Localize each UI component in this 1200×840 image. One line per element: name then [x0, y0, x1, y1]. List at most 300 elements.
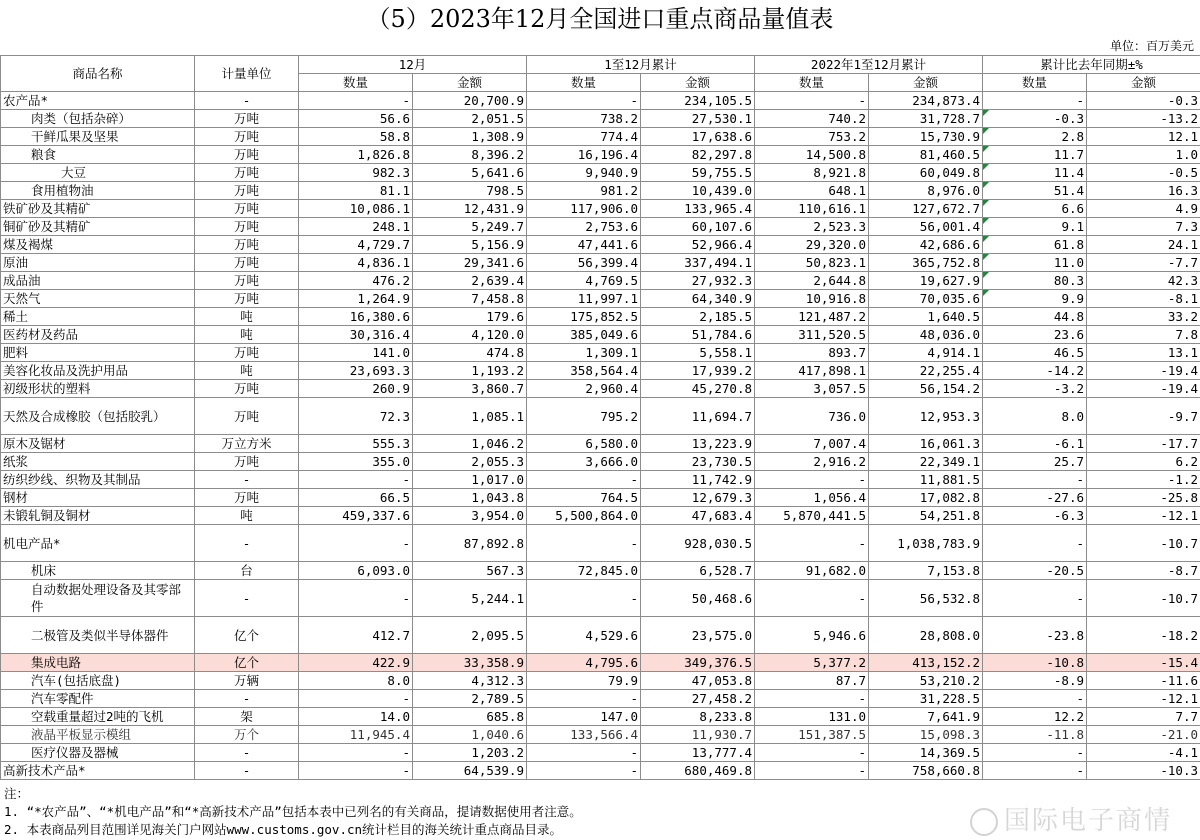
- value-cell: -18.2: [1087, 617, 1200, 654]
- measure-unit: -: [195, 525, 299, 562]
- value-cell: 1,056.4: [755, 489, 869, 507]
- table-row: [1, 435, 1200, 453]
- value-cell: 764.5: [527, 489, 641, 507]
- value-cell: 87,892.8: [413, 525, 527, 562]
- value-cell: 11,997.1: [527, 290, 641, 308]
- col-header-unit: 计量单位: [195, 56, 299, 92]
- measure-unit: -: [195, 580, 299, 617]
- value-cell: 14.0: [299, 708, 413, 726]
- value-cell: 2,523.3: [755, 218, 869, 236]
- value-cell: -: [299, 92, 413, 110]
- col-sub-header: 数量: [755, 74, 869, 92]
- product-name: 纸浆: [1, 453, 195, 471]
- value-cell: -14.2: [983, 362, 1087, 380]
- value-cell: 51,784.6: [641, 326, 755, 344]
- value-cell: -21.0: [1087, 726, 1200, 744]
- note-item: 1. “*农产品”、“*机电产品”和“*高新技术产品”包括本表中已列名的有关商品，提请数据使用者注意。: [4, 804, 582, 819]
- value-cell: 8,976.0: [869, 182, 983, 200]
- value-cell: 798.5: [413, 182, 527, 200]
- value-cell: 23,575.0: [641, 617, 755, 654]
- value-cell: 47,441.6: [527, 236, 641, 254]
- value-cell: -17.7: [1087, 435, 1200, 453]
- product-name: 空载重量超过2吨的飞机: [1, 708, 195, 726]
- value-cell: 4,836.1: [299, 254, 413, 272]
- product-name: 集成电路: [1, 654, 195, 672]
- value-cell: 50,823.1: [755, 254, 869, 272]
- value-cell: -: [983, 690, 1087, 708]
- table-row: [1, 92, 1200, 110]
- notes: [4, 785, 582, 839]
- value-cell: 70,035.6: [869, 290, 983, 308]
- value-cell: 22,349.1: [869, 453, 983, 471]
- value-cell: 349,376.5: [641, 654, 755, 672]
- table-row: [1, 507, 1200, 525]
- value-cell: 141.0: [299, 344, 413, 362]
- value-cell: 5,244.1: [413, 580, 527, 617]
- value-cell: 7,153.8: [869, 562, 983, 580]
- value-cell: 4,120.0: [413, 326, 527, 344]
- value-cell: -6.3: [983, 507, 1087, 525]
- watermark: [970, 800, 1172, 837]
- value-cell: -25.8: [1087, 489, 1200, 507]
- product-name: 铁矿砂及其精矿: [1, 200, 195, 218]
- value-cell: 5,377.2: [755, 654, 869, 672]
- value-cell: 46.5: [983, 344, 1087, 362]
- value-cell: 31,728.7: [869, 110, 983, 128]
- value-cell: 44.8: [983, 308, 1087, 326]
- value-cell: -: [755, 471, 869, 489]
- value-cell: -4.1: [1087, 744, 1200, 762]
- product-name: 肥料: [1, 344, 195, 362]
- value-cell: 20,700.9: [413, 92, 527, 110]
- col-group-yoy: 累计比去年同期±%: [983, 56, 1200, 74]
- value-cell: 2,639.4: [413, 272, 527, 290]
- value-cell: 412.7: [299, 617, 413, 654]
- table-row: [1, 236, 1200, 254]
- value-cell: -: [983, 762, 1087, 780]
- value-cell: 5,946.6: [755, 617, 869, 654]
- watermark-logo-icon: [970, 808, 998, 836]
- value-cell: 5,870,441.5: [755, 507, 869, 525]
- value-cell: -8.7: [1087, 562, 1200, 580]
- product-name: 天然及合成橡胶（包括胶乳）: [1, 398, 195, 435]
- value-cell: -: [983, 92, 1087, 110]
- table-row: [1, 218, 1200, 236]
- measure-unit: -: [195, 92, 299, 110]
- value-cell: 31,228.5: [869, 690, 983, 708]
- product-name: 天然气: [1, 290, 195, 308]
- value-cell: -10.8: [983, 654, 1087, 672]
- value-cell: -: [299, 471, 413, 489]
- product-name: 粮食: [1, 146, 195, 164]
- value-cell: 413,152.2: [869, 654, 983, 672]
- value-cell: 9.9: [983, 290, 1087, 308]
- value-cell: 4,914.1: [869, 344, 983, 362]
- product-name: 纺织纱线、织物及其制品: [1, 471, 195, 489]
- value-cell: 15,730.9: [869, 128, 983, 146]
- measure-unit: 万吨: [195, 489, 299, 507]
- value-cell: 117,906.0: [527, 200, 641, 218]
- value-cell: 11,881.5: [869, 471, 983, 489]
- value-cell: 260.9: [299, 380, 413, 398]
- value-cell: 248.1: [299, 218, 413, 236]
- value-cell: 11.7: [983, 146, 1087, 164]
- value-cell: 13.1: [1087, 344, 1200, 362]
- value-cell: -: [983, 471, 1087, 489]
- value-cell: 64,340.9: [641, 290, 755, 308]
- value-cell: -20.5: [983, 562, 1087, 580]
- value-cell: 1,308.9: [413, 128, 527, 146]
- value-cell: -: [755, 762, 869, 780]
- value-cell: 774.4: [527, 128, 641, 146]
- value-cell: 758,660.8: [869, 762, 983, 780]
- value-cell: 7.7: [1087, 708, 1200, 726]
- value-cell: 3,666.0: [527, 453, 641, 471]
- value-cell: 1,040.6: [413, 726, 527, 744]
- value-cell: 53,210.2: [869, 672, 983, 690]
- product-name: 钢材: [1, 489, 195, 507]
- value-cell: 5,558.1: [641, 344, 755, 362]
- measure-unit: 万吨: [195, 272, 299, 290]
- value-cell: 16,380.6: [299, 308, 413, 326]
- value-cell: -: [299, 580, 413, 617]
- value-cell: 6,580.0: [527, 435, 641, 453]
- value-cell: 417,898.1: [755, 362, 869, 380]
- table-row: [1, 562, 1200, 580]
- value-cell: -: [527, 471, 641, 489]
- value-cell: 7,458.8: [413, 290, 527, 308]
- value-cell: 56,154.2: [869, 380, 983, 398]
- col-sub-header: 数量: [527, 74, 641, 92]
- watermark-text: 国际电子商情: [1003, 806, 1172, 836]
- value-cell: -9.7: [1087, 398, 1200, 435]
- value-cell: -: [299, 762, 413, 780]
- col-sub-header: 金额: [641, 74, 755, 92]
- measure-unit: 吨: [195, 362, 299, 380]
- page-title: （5）2023年12月全国进口重点商品量值表: [366, 5, 834, 33]
- col-sub-header: 数量: [299, 74, 413, 92]
- value-cell: -15.4: [1087, 654, 1200, 672]
- value-cell: 1,826.8: [299, 146, 413, 164]
- value-cell: 6.2: [1087, 453, 1200, 471]
- value-cell: 1,038,783.9: [869, 525, 983, 562]
- value-cell: 422.9: [299, 654, 413, 672]
- col-group-prev-ytd: 2022年1至12月累计: [755, 56, 983, 74]
- value-cell: 27,530.1: [641, 110, 755, 128]
- value-cell: 474.8: [413, 344, 527, 362]
- value-cell: -: [299, 744, 413, 762]
- measure-unit: 万吨: [195, 236, 299, 254]
- table-row: [1, 110, 1200, 128]
- measure-unit: 吨: [195, 507, 299, 525]
- value-cell: -: [755, 525, 869, 562]
- value-cell: 16,196.4: [527, 146, 641, 164]
- col-group-month: 12月: [299, 56, 527, 74]
- value-cell: 60,049.8: [869, 164, 983, 182]
- value-cell: 738.2: [527, 110, 641, 128]
- value-cell: 80.3: [983, 272, 1087, 290]
- value-cell: 2,055.3: [413, 453, 527, 471]
- value-cell: 11,694.7: [641, 398, 755, 435]
- value-cell: 358,564.4: [527, 362, 641, 380]
- product-name: 原油: [1, 254, 195, 272]
- value-cell: 13,223.9: [641, 435, 755, 453]
- measure-unit: 吨: [195, 326, 299, 344]
- value-cell: 64,539.9: [413, 762, 527, 780]
- col-header-name: 商品名称: [1, 56, 195, 92]
- value-cell: 56,532.8: [869, 580, 983, 617]
- value-cell: 47,683.4: [641, 507, 755, 525]
- value-cell: -: [527, 580, 641, 617]
- value-cell: 1.0: [1087, 146, 1200, 164]
- value-cell: 13,777.4: [641, 744, 755, 762]
- product-name: 干鲜瓜果及坚果: [1, 128, 195, 146]
- value-cell: 30,316.4: [299, 326, 413, 344]
- value-cell: 5,249.7: [413, 218, 527, 236]
- table-row: [1, 146, 1200, 164]
- value-cell: 7.3: [1087, 218, 1200, 236]
- value-cell: -13.2: [1087, 110, 1200, 128]
- value-cell: 11,930.7: [641, 726, 755, 744]
- product-name: 原木及锯材: [1, 435, 195, 453]
- value-cell: 175,852.5: [527, 308, 641, 326]
- product-name: 铜矿砂及其精矿: [1, 218, 195, 236]
- value-cell: 12.2: [983, 708, 1087, 726]
- table-row: [1, 254, 1200, 272]
- product-name: 机电产品*: [1, 525, 195, 562]
- value-cell: 179.6: [413, 308, 527, 326]
- product-name: 液晶平板显示模组: [1, 726, 195, 744]
- value-cell: -: [527, 92, 641, 110]
- notes-heading: 注：: [4, 786, 30, 801]
- value-cell: 2,185.5: [641, 308, 755, 326]
- value-cell: 234,105.5: [641, 92, 755, 110]
- value-cell: 51.4: [983, 182, 1087, 200]
- value-cell: -8.9: [983, 672, 1087, 690]
- value-cell: 151,387.5: [755, 726, 869, 744]
- measure-unit: 亿个: [195, 654, 299, 672]
- value-cell: 91,682.0: [755, 562, 869, 580]
- value-cell: -0.3: [983, 110, 1087, 128]
- product-name: 美容化妆品及洗护用品: [1, 362, 195, 380]
- value-cell: 1,640.5: [869, 308, 983, 326]
- measure-unit: -: [195, 690, 299, 708]
- value-cell: 3,860.7: [413, 380, 527, 398]
- measure-unit: 万吨: [195, 380, 299, 398]
- value-cell: 12,431.9: [413, 200, 527, 218]
- value-cell: 4.9: [1087, 200, 1200, 218]
- table-row: [1, 489, 1200, 507]
- value-cell: 2.8: [983, 128, 1087, 146]
- value-cell: 33.2: [1087, 308, 1200, 326]
- value-cell: 2,789.5: [413, 690, 527, 708]
- value-cell: 680,469.8: [641, 762, 755, 780]
- table-row: [1, 128, 1200, 146]
- product-name: 农产品*: [1, 92, 195, 110]
- table-row: [1, 344, 1200, 362]
- table-row: [1, 617, 1200, 654]
- value-cell: 8,396.2: [413, 146, 527, 164]
- value-cell: -3.2: [983, 380, 1087, 398]
- value-cell: -0.5: [1087, 164, 1200, 182]
- value-cell: 2,095.5: [413, 617, 527, 654]
- col-group-ytd: 1至12月累计: [527, 56, 755, 74]
- measure-unit: 亿个: [195, 617, 299, 654]
- table-header: [1, 56, 1200, 92]
- value-cell: -8.1: [1087, 290, 1200, 308]
- value-cell: -: [983, 525, 1087, 562]
- value-cell: 81.1: [299, 182, 413, 200]
- table-row: [1, 398, 1200, 435]
- product-name: 肉类（包括杂碎）: [1, 110, 195, 128]
- value-cell: -12.1: [1087, 507, 1200, 525]
- value-cell: 17,082.8: [869, 489, 983, 507]
- value-cell: 48,036.0: [869, 326, 983, 344]
- value-cell: -: [527, 525, 641, 562]
- value-cell: 1,193.2: [413, 362, 527, 380]
- measure-unit: 万吨: [195, 453, 299, 471]
- value-cell: 6,528.7: [641, 562, 755, 580]
- measure-unit: -: [195, 744, 299, 762]
- value-cell: 476.2: [299, 272, 413, 290]
- value-cell: 25.7: [983, 453, 1087, 471]
- value-cell: 23.6: [983, 326, 1087, 344]
- table-row: [1, 762, 1200, 780]
- value-cell: -19.4: [1087, 362, 1200, 380]
- value-cell: -6.1: [983, 435, 1087, 453]
- value-cell: 555.3: [299, 435, 413, 453]
- value-cell: 795.2: [527, 398, 641, 435]
- value-cell: 11,742.9: [641, 471, 755, 489]
- table-row: [1, 380, 1200, 398]
- value-cell: 16.3: [1087, 182, 1200, 200]
- product-name: 汽车(包括底盘): [1, 672, 195, 690]
- value-cell: 3,057.5: [755, 380, 869, 398]
- table-row: [1, 471, 1200, 489]
- value-cell: 56,001.4: [869, 218, 983, 236]
- value-cell: -: [527, 744, 641, 762]
- value-cell: 7.8: [1087, 326, 1200, 344]
- table-row: [1, 326, 1200, 344]
- product-name: 煤及褐煤: [1, 236, 195, 254]
- value-cell: 2,960.4: [527, 380, 641, 398]
- value-cell: 8.0: [299, 672, 413, 690]
- measure-unit: -: [195, 762, 299, 780]
- value-cell: -11.8: [983, 726, 1087, 744]
- value-cell: 459,337.6: [299, 507, 413, 525]
- value-cell: -: [983, 580, 1087, 617]
- value-cell: 11.0: [983, 254, 1087, 272]
- table-row: [1, 453, 1200, 471]
- product-name: 医药材及药品: [1, 326, 195, 344]
- value-cell: 4,769.5: [527, 272, 641, 290]
- measure-unit: 万吨: [195, 398, 299, 435]
- value-cell: 1,046.2: [413, 435, 527, 453]
- value-cell: 17,939.2: [641, 362, 755, 380]
- value-cell: 8,233.8: [641, 708, 755, 726]
- value-cell: 11.4: [983, 164, 1087, 182]
- product-name: 稀土: [1, 308, 195, 326]
- value-cell: 127,672.7: [869, 200, 983, 218]
- measure-unit: 万立方米: [195, 435, 299, 453]
- value-cell: 14,500.8: [755, 146, 869, 164]
- value-cell: 982.3: [299, 164, 413, 182]
- value-cell: 19,627.9: [869, 272, 983, 290]
- table-row: [1, 200, 1200, 218]
- table-row: [1, 182, 1200, 200]
- note-item: 2. 本表商品列目范围详见海关门户网站www.customs.gov.cn统计栏目的海关统计重点商品目录。: [4, 822, 563, 837]
- product-name: 自动数据处理设备及其零部件: [1, 580, 195, 617]
- measure-unit: 台: [195, 562, 299, 580]
- table-row: [1, 290, 1200, 308]
- col-sub-header: 金额: [413, 74, 527, 92]
- value-cell: -10.7: [1087, 525, 1200, 562]
- value-cell: -: [299, 525, 413, 562]
- value-cell: 8.0: [983, 398, 1087, 435]
- value-cell: 3,954.0: [413, 507, 527, 525]
- value-cell: 9,940.9: [527, 164, 641, 182]
- measure-unit: 万吨: [195, 344, 299, 362]
- table-row: [1, 580, 1200, 617]
- value-cell: 56.6: [299, 110, 413, 128]
- col-sub-header: 金额: [1087, 74, 1200, 92]
- measure-unit: 万吨: [195, 290, 299, 308]
- value-cell: 11,945.4: [299, 726, 413, 744]
- value-cell: 1,085.1: [413, 398, 527, 435]
- measure-unit: 架: [195, 708, 299, 726]
- value-cell: 24.1: [1087, 236, 1200, 254]
- value-cell: 14,369.5: [869, 744, 983, 762]
- value-cell: 58.8: [299, 128, 413, 146]
- table-row: [1, 164, 1200, 182]
- value-cell: -0.3: [1087, 92, 1200, 110]
- value-cell: 79.9: [527, 672, 641, 690]
- value-cell: 234,873.4: [869, 92, 983, 110]
- product-name: 成品油: [1, 272, 195, 290]
- value-cell: 27,932.3: [641, 272, 755, 290]
- value-cell: 133,566.4: [527, 726, 641, 744]
- value-cell: 1,017.0: [413, 471, 527, 489]
- value-cell: 33,358.9: [413, 654, 527, 672]
- product-name: 二极管及类似半导体器件: [1, 617, 195, 654]
- value-cell: 47,053.8: [641, 672, 755, 690]
- measure-unit: 万吨: [195, 164, 299, 182]
- value-cell: 5,500,864.0: [527, 507, 641, 525]
- table-row: [1, 708, 1200, 726]
- value-cell: 87.7: [755, 672, 869, 690]
- value-cell: -: [755, 92, 869, 110]
- value-cell: -: [755, 580, 869, 617]
- value-cell: -10.3: [1087, 762, 1200, 780]
- value-cell: 45,270.8: [641, 380, 755, 398]
- value-cell: 2,916.2: [755, 453, 869, 471]
- value-cell: 42,686.6: [869, 236, 983, 254]
- value-cell: 928,030.5: [641, 525, 755, 562]
- measure-unit: 万个: [195, 726, 299, 744]
- value-cell: 147.0: [527, 708, 641, 726]
- value-cell: 12,679.3: [641, 489, 755, 507]
- value-cell: -23.8: [983, 617, 1087, 654]
- product-name: 食用植物油: [1, 182, 195, 200]
- product-name: 医疗仪器及器械: [1, 744, 195, 762]
- value-cell: 685.8: [413, 708, 527, 726]
- value-cell: 27,458.2: [641, 690, 755, 708]
- measure-unit: 吨: [195, 308, 299, 326]
- product-name: 汽车零配件: [1, 690, 195, 708]
- product-name: 大豆: [1, 164, 195, 182]
- value-cell: 52,966.4: [641, 236, 755, 254]
- measure-unit: 万吨: [195, 128, 299, 146]
